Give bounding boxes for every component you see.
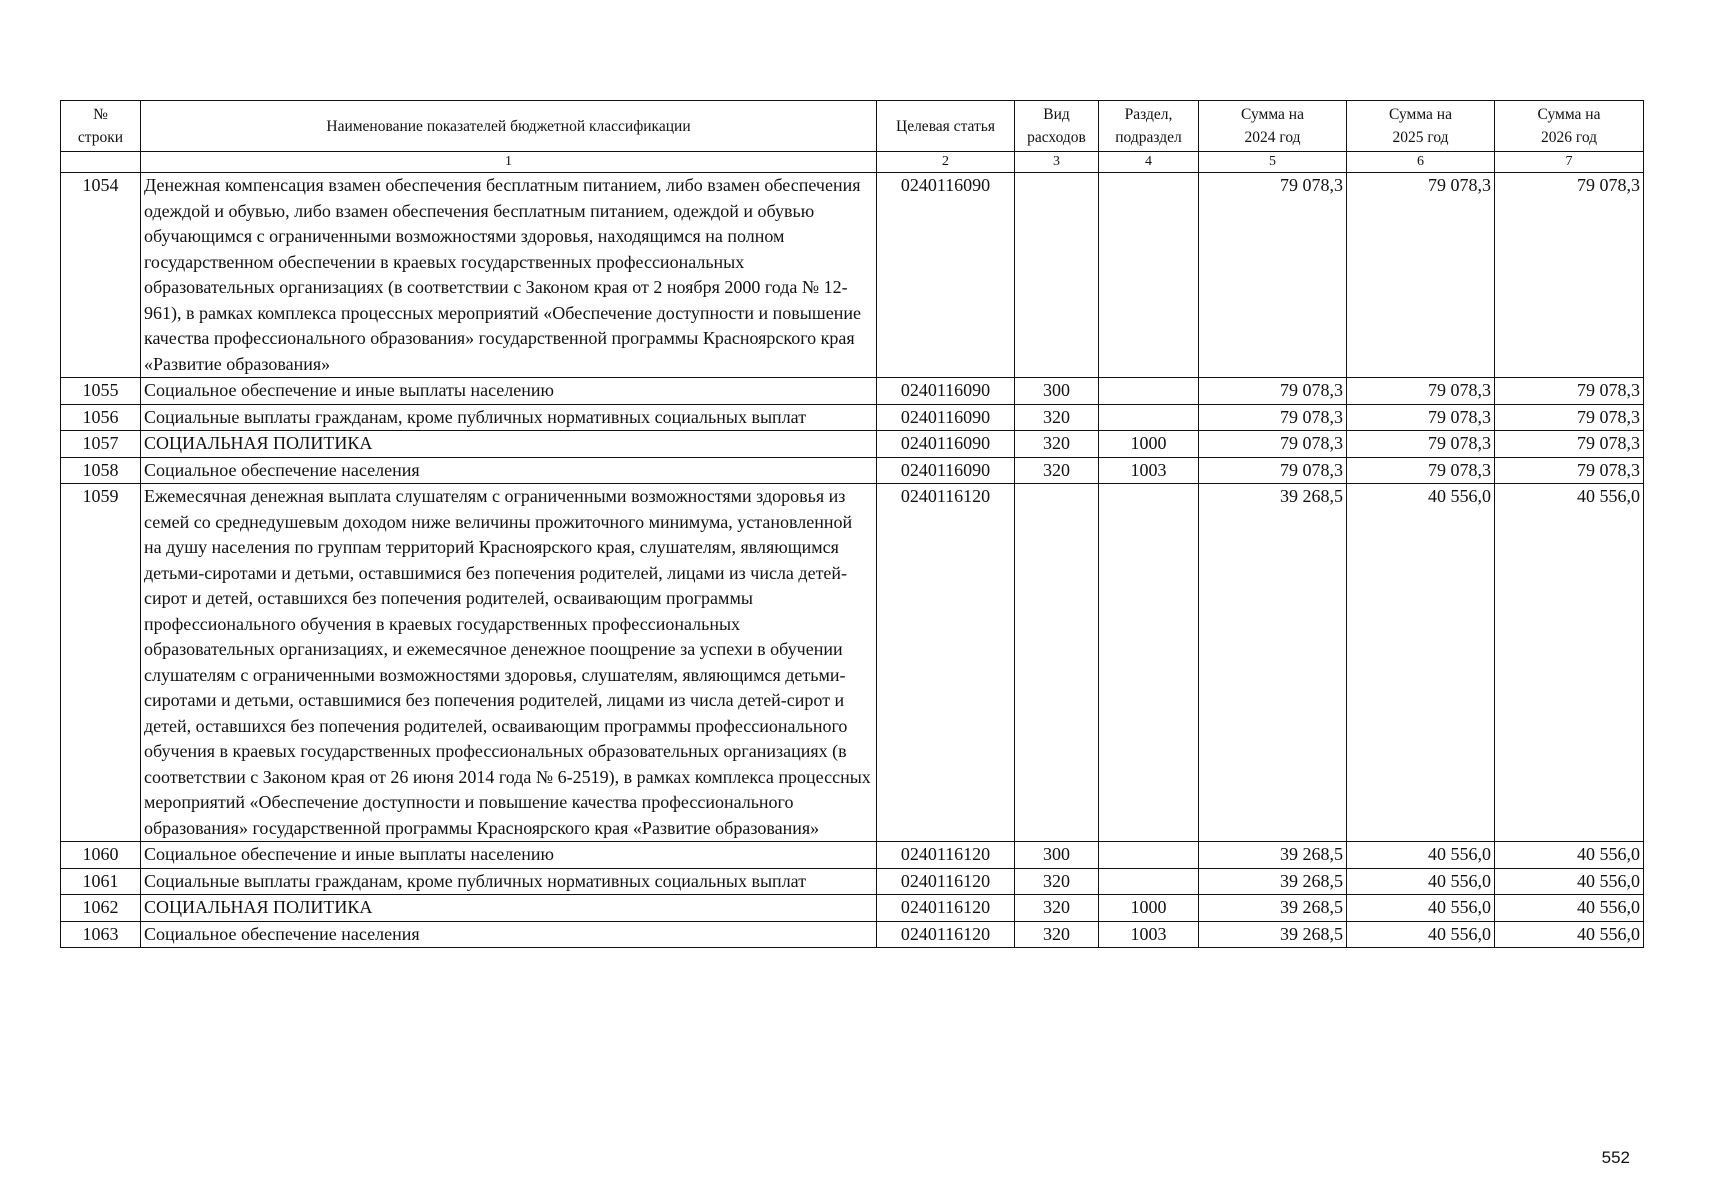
row-name: Социальное обеспечение населения [141, 921, 877, 948]
row-sum-2024: 39 268,5 [1199, 921, 1347, 948]
row-name: Социальные выплаты гражданам, кроме публичных нормативных социальных выплат [141, 404, 877, 431]
row-number: 1056 [61, 404, 141, 431]
row-sum-2025: 79 078,3 [1347, 457, 1495, 484]
row-sum-2025: 79 078,3 [1347, 173, 1495, 378]
row-number: 1063 [61, 921, 141, 948]
row-section: 1003 [1099, 457, 1199, 484]
row-section: 1003 [1099, 921, 1199, 948]
row-target-article: 0240116120 [877, 842, 1015, 869]
row-sum-2025: 40 556,0 [1347, 842, 1495, 869]
row-sum-2025: 79 078,3 [1347, 404, 1495, 431]
row-number: 1059 [61, 484, 141, 842]
row-sum-2024: 39 268,5 [1199, 895, 1347, 922]
colnum-blank [61, 152, 141, 173]
row-name: Социальное обеспечение населения [141, 457, 877, 484]
colnum-7: 7 [1495, 152, 1644, 173]
budget-table [60, 100, 1644, 948]
row-sum-2026: 79 078,3 [1495, 457, 1644, 484]
table-row [61, 173, 1644, 378]
row-target-article: 0240116120 [877, 921, 1015, 948]
row-name: СОЦИАЛЬНАЯ ПОЛИТИКА [141, 895, 877, 922]
row-target-article: 0240116090 [877, 457, 1015, 484]
row-expense-type: 320 [1015, 895, 1099, 922]
row-expense-type: 300 [1015, 842, 1099, 869]
row-target-article: 0240116090 [877, 404, 1015, 431]
row-section [1099, 484, 1199, 842]
table-row [61, 431, 1644, 458]
row-target-article: 0240116090 [877, 431, 1015, 458]
row-sum-2025: 40 556,0 [1347, 895, 1495, 922]
row-sum-2024: 79 078,3 [1199, 378, 1347, 405]
row-section [1099, 404, 1199, 431]
row-expense-type: 300 [1015, 378, 1099, 405]
row-target-article: 0240116120 [877, 868, 1015, 895]
table-row [61, 921, 1644, 948]
row-name: Денежная компенсация взамен обеспечения бесплатным питанием, либо взамен обеспечения одеждой и обувью, либо взамен обеспечения бесплатным питанием, одеждой и обувью обучающимся с ограниченными возможностями здоровья, находящимся на полном государственном обеспечении в краевых государственных профессиональных образовательных организациях (в соответствии с Законом края от 2 ноября 2000 года № 12-961), в рамках комплекса процессных мероприятий «Обеспечение доступности и повышение качества профессионального образования» государственной программы Красноярского края «Развитие образования» [141, 173, 877, 378]
row-number: 1060 [61, 842, 141, 869]
header-expense-type: Вид расходов [1015, 101, 1099, 152]
header-row-number: № строки [61, 101, 141, 152]
row-sum-2025: 79 078,3 [1347, 378, 1495, 405]
row-sum-2026: 40 556,0 [1495, 895, 1644, 922]
row-sum-2024: 39 268,5 [1199, 484, 1347, 842]
colnum-1: 1 [141, 152, 877, 173]
table-body [61, 173, 1644, 948]
table-row [61, 895, 1644, 922]
row-section [1099, 173, 1199, 378]
row-name: Социальные выплаты гражданам, кроме публичных нормативных социальных выплат [141, 868, 877, 895]
table-row [61, 484, 1644, 842]
row-number: 1062 [61, 895, 141, 922]
row-sum-2026: 40 556,0 [1495, 484, 1644, 842]
row-sum-2026: 79 078,3 [1495, 173, 1644, 378]
row-expense-type: 320 [1015, 868, 1099, 895]
colnum-5: 5 [1199, 152, 1347, 173]
row-sum-2025: 40 556,0 [1347, 484, 1495, 842]
row-target-article: 0240116090 [877, 173, 1015, 378]
row-number: 1054 [61, 173, 141, 378]
table-header [61, 101, 1644, 173]
row-section: 1000 [1099, 431, 1199, 458]
table-row [61, 457, 1644, 484]
header-target-article: Целевая статья [877, 101, 1015, 152]
row-sum-2026: 79 078,3 [1495, 378, 1644, 405]
row-section [1099, 868, 1199, 895]
table-row [61, 404, 1644, 431]
row-expense-type [1015, 173, 1099, 378]
row-section [1099, 378, 1199, 405]
column-number-row [61, 152, 1644, 173]
row-expense-type: 320 [1015, 431, 1099, 458]
header-sum-2025: Сумма на 2025 год [1347, 101, 1495, 152]
row-number: 1055 [61, 378, 141, 405]
row-section: 1000 [1099, 895, 1199, 922]
row-sum-2024: 79 078,3 [1199, 173, 1347, 378]
header-name: Наименование показателей бюджетной классификации [141, 101, 877, 152]
row-expense-type [1015, 484, 1099, 842]
row-name: Социальное обеспечение и иные выплаты населению [141, 378, 877, 405]
row-sum-2026: 40 556,0 [1495, 921, 1644, 948]
header-row [61, 101, 1644, 152]
row-sum-2024: 39 268,5 [1199, 868, 1347, 895]
header-section: Раздел, подраздел [1099, 101, 1199, 152]
row-sum-2024: 79 078,3 [1199, 404, 1347, 431]
row-expense-type: 320 [1015, 404, 1099, 431]
row-sum-2026: 79 078,3 [1495, 404, 1644, 431]
row-expense-type: 320 [1015, 457, 1099, 484]
page-number: 552 [1601, 1148, 1630, 1167]
table-row [61, 842, 1644, 869]
row-sum-2026: 40 556,0 [1495, 842, 1644, 869]
row-sum-2025: 40 556,0 [1347, 868, 1495, 895]
row-name: Ежемесячная денежная выплата слушателям с ограниченными возможностями здоровья из семей со среднедушевым доходом ниже величины прожиточного минимума, установленной на душу населения по группам территорий Красноярского края, слушателям, являющимся детьми-сиротами и детьми, оставшимися без попечения родителей, лицами из числа детей-сирот и детей, оставшихся без попечения родителей, осваивающим программы профессионального обучения в краевых государственных профессиональных образовательных организациях, и ежемесячное денежное поощрение за успехи в обучении слушателям с ограниченными возможностями здоровья, слушателям, являющимся детьми-сиротами и детьми, оставшимися без попечения родителей, лицами из числа детей-сирот и детей, оставшихся без попечения родителей, осваивающим программы профессионального обучения в краевых государственных профессиональных образовательных организациях (в соответствии с Законом края от 26 июня 2014 года № 6-2519), в рамках комплекса процессных мероприятий «Обеспечение доступности и повышение качества профессионального образования» государственной программы Красноярского края «Развитие образования» [141, 484, 877, 842]
row-sum-2025: 79 078,3 [1347, 431, 1495, 458]
row-sum-2025: 40 556,0 [1347, 921, 1495, 948]
table-row [61, 868, 1644, 895]
row-target-article: 0240116120 [877, 484, 1015, 842]
table-row [61, 378, 1644, 405]
row-sum-2024: 39 268,5 [1199, 842, 1347, 869]
row-target-article: 0240116090 [877, 378, 1015, 405]
row-number: 1061 [61, 868, 141, 895]
row-name: Социальное обеспечение и иные выплаты населению [141, 842, 877, 869]
colnum-6: 6 [1347, 152, 1495, 173]
row-section [1099, 842, 1199, 869]
colnum-2: 2 [877, 152, 1015, 173]
row-name: СОЦИАЛЬНАЯ ПОЛИТИКА [141, 431, 877, 458]
header-sum-2024: Сумма на 2024 год [1199, 101, 1347, 152]
row-target-article: 0240116120 [877, 895, 1015, 922]
colnum-4: 4 [1099, 152, 1199, 173]
row-number: 1058 [61, 457, 141, 484]
row-number: 1057 [61, 431, 141, 458]
row-sum-2026: 79 078,3 [1495, 431, 1644, 458]
row-sum-2024: 79 078,3 [1199, 457, 1347, 484]
row-expense-type: 320 [1015, 921, 1099, 948]
row-sum-2026: 40 556,0 [1495, 868, 1644, 895]
colnum-3: 3 [1015, 152, 1099, 173]
header-sum-2026: Сумма на 2026 год [1495, 101, 1644, 152]
row-sum-2024: 79 078,3 [1199, 431, 1347, 458]
